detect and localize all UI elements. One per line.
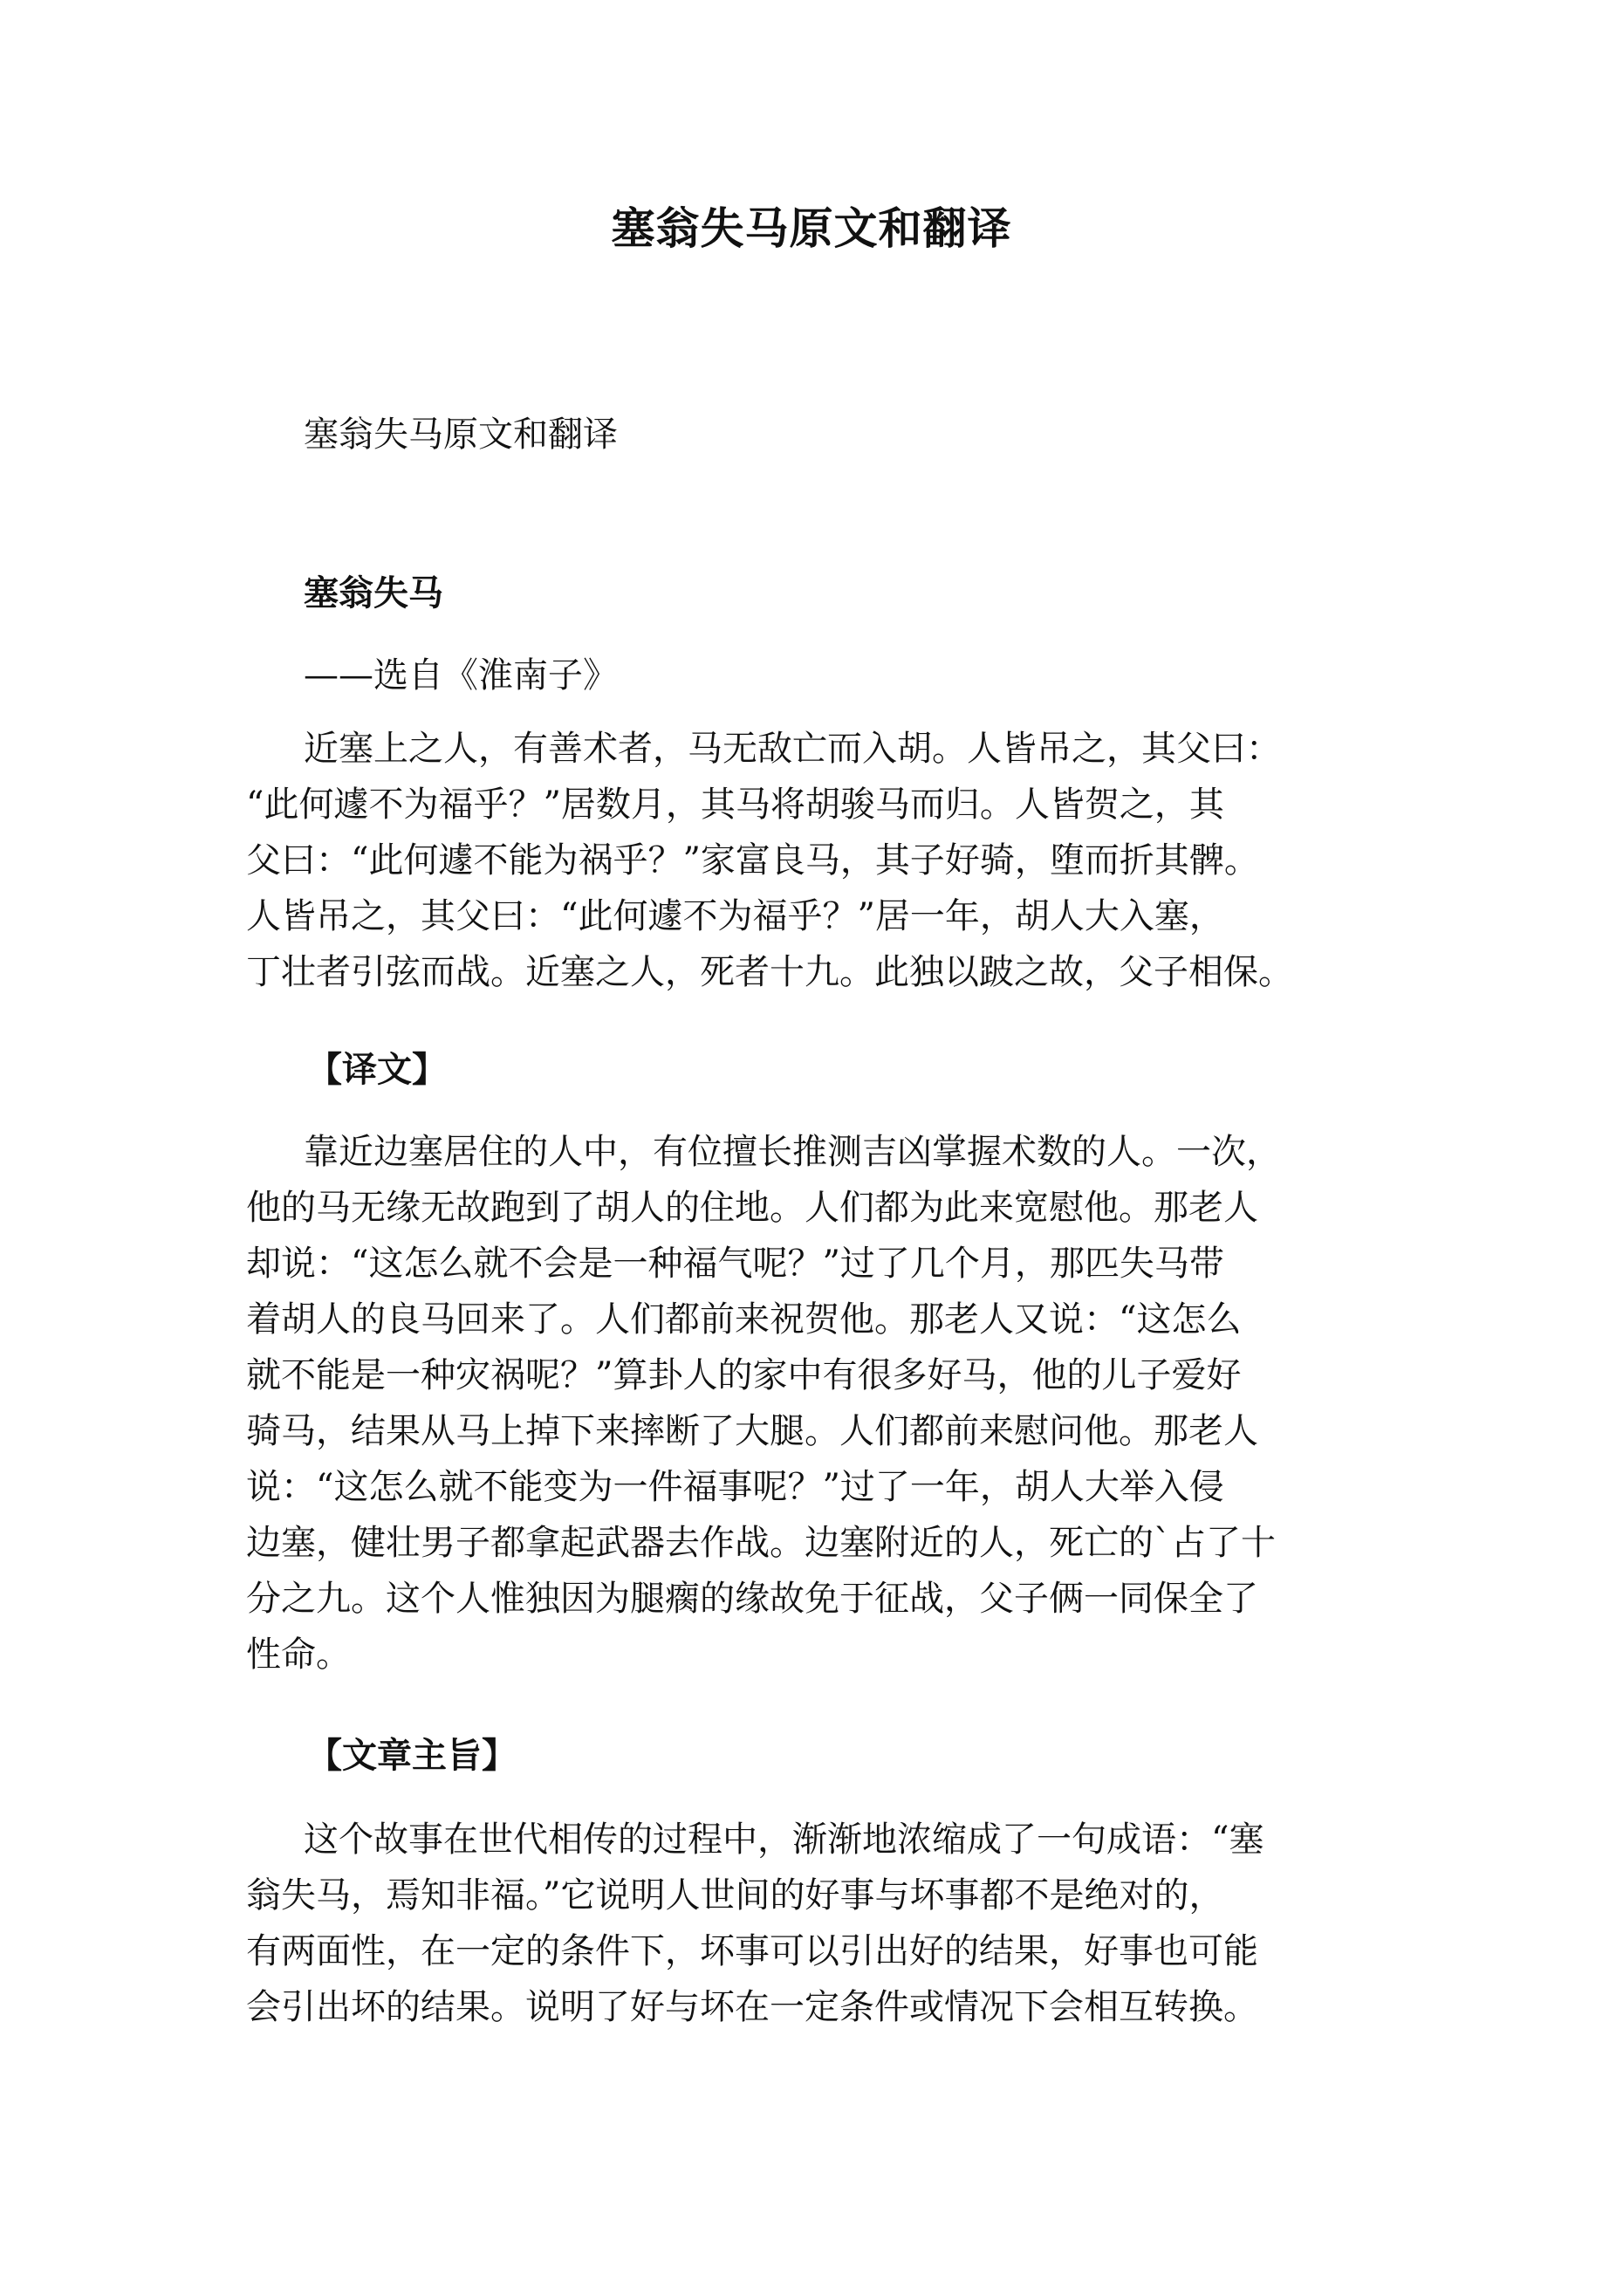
original-line: “此何遽不为福乎？”居数月，其马将胡骏马而归。人皆贺之，其 [246,785,1224,825]
document-subtitle: 塞翁失马原文和翻译 [304,415,618,455]
translation-line: 就不能是一种灾祸呢？”算卦人的家中有很多好马，他的儿子爱好 [246,1355,1242,1395]
translation-line: 他的马无缘无故跑到了胡人的住地。人们都为此来宽慰他。那老人 [246,1188,1258,1228]
original-line: 丁壮者引弦而战。近塞之人，死者十九。此独以跛之故，父子相保。 [246,952,1293,992]
theme-line: 这个故事在世代相传的过程中，渐渐地浓缩成了一句成语：“塞 [304,1820,1264,1860]
translation-line: 靠近边塞居住的人中，有位擅长推测吉凶掌握术数的人。一次， [304,1132,1281,1172]
original-line: 近塞上之人，有善术者，马无敌亡而入胡。人皆吊之，其父曰： [304,729,1281,769]
theme-line: 翁失马，焉知非福。”它说明人世间的好事与坏事都不是绝对的， [246,1875,1224,1916]
translation-line: 性命。 [246,1635,351,1675]
original-text-paragraph [246,721,1433,1000]
document-title: 塞翁失马原文和翻译 [611,202,1012,254]
translation-line: 说：“这怎么就不能变为一件福事呢？”过了一年，胡人大举入侵 [246,1467,1224,1507]
theme-line: 有两面性，在一定的条件下，坏事可以引出好的结果，好事也可能 [246,1931,1258,1971]
translation-line: 骑马，结果从马上掉下来摔断了大腿。人们都前来慰问他。那老人 [246,1411,1258,1451]
theme-line: 会引出坏的结果。说明了好与坏在一定条件或情况下会相互转换。 [246,1987,1258,2027]
source-attribution: ——选自《淮南子》 [304,655,618,696]
theme-paragraph [246,1812,1433,2035]
translation-heading: 【译文】 [307,1049,447,1090]
original-line: 人皆吊之，其父曰：“此何遽不为福乎？”居一年，胡人大入塞， [246,896,1224,936]
original-line: 父曰：“此何遽不能为祸乎？”家富良马，其子好骑，堕而折其髀。 [246,840,1259,881]
translation-line: 分之九。这个人惟独因为腿瘸的缘故免于征战，父子俩一同保全了 [246,1579,1258,1619]
translation-paragraph [246,1124,1433,1683]
theme-heading: 【文章主旨】 [307,1735,517,1776]
translation-line: 却说：“这怎么就不会是一种福气呢？”过了几个月，那匹失马带 [246,1244,1224,1284]
story-heading: 塞翁失马 [304,572,443,613]
translation-line: 边塞，健壮男子都拿起武器去作战。边塞附近的人，死亡的`占了十 [246,1523,1276,1563]
translation-line: 着胡人的良马回来了。人们都前来祝贺他。那老人又说：“这怎么 [246,1299,1242,1340]
